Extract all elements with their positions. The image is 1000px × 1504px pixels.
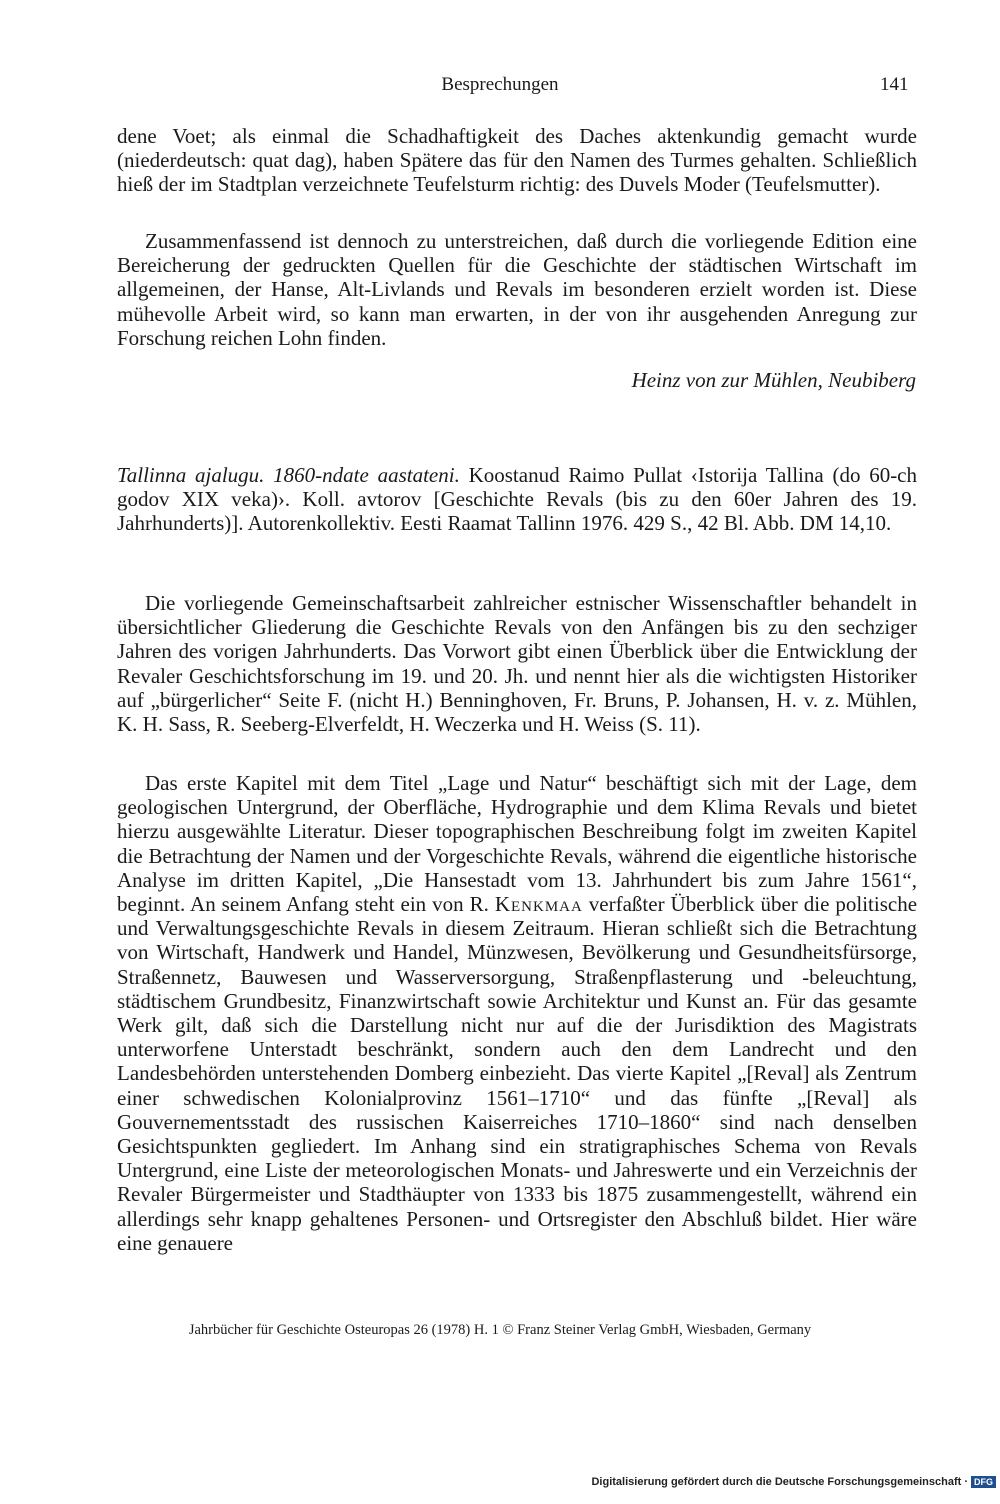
review-paragraph-2-part-a: Das erste Kapitel mit dem Titel „Lage und Natur“ beschäftigt sich mit der Lage, dem geologischen Untergrund, der Oberfläche, Hydrographie und dem Klima Revals und bietet hierzu ausgewählte Literatur. Dieser topographischen Beschreibung folgt im zweiten Kapitel die Betrachtung der Namen und der Vorgeschichte Revals, während die eigentliche historische Analyse im dritten Kapitel, „Die Hansestadt vom 13. Jahrhundert bis zum Jahre 1561“, beginnt. An seinem Anfang steht ein von R. (117, 771, 917, 917)
review-paragraph-1: Die vorliegende Gemeinschaftsarbeit zahlreicher estnischer Wissenschaftler behandelt in übersichtlicher Gliederung die Geschichte Revals von den Anfängen bis zu den sechziger Jahren des vorigen Jahrhunderts. Das Vorwort gibt einen Überblick über die Entwicklung der Revaler Geschichtsforschung im 19. und 20. Jh. und nennt hier als die wichtigsten Historiker auf „bürgerlicher“ Seite F. (nicht H.) Benninghoven, Fr. Bruns, P. Johansen, H. v. z. Mühlen, K. H. Sass, R. Seeberg-Elverfeldt, H. Weczerka und H. Weiss (S. 11). (117, 591, 917, 737)
review-continuation-paragraph: dene Voet; als einmal die Schadhaftigkeit des Daches aktenkundig gemacht wurde (niederdeutsch: quat dag), haben Spätere das für den Namen des Turmes gehalten. Schließlich hieß der im Stadtplan verzeichnete Teufelsturm richtig: des Duvels Moder (Teufelsmutter). (117, 124, 917, 197)
review-paragraph-2 (117, 771, 917, 1255)
book-citation-details: Koostanud Raimo Pullat ‹Istorija Tallina (do 60-ch godov XIX veka)›. Koll. avtorov [Geschichte Revals (bis zu den 60er Jahren des 19. Jahrhunderts)]. Autorenkollektiv. Eesti Raamat Tallinn 1976. 429 S., 42 Bl. Abb. DM 14,10. (117, 463, 918, 536)
review-summary-paragraph: Zusammenfassend ist dennoch zu unterstreichen, daß durch die vorliegende Edition eine Bereicherung der gedruckten Quellen für die Geschichte der städtischen Wirtschaft im allgemeinen, der Hanse, Alt-Livlands und Revals im besonderen erzielt worden ist. Diese mühevolle Arbeit wird, so kann man erwarten, in der von ihr ausgehenden Anregung zur Forschung reichen Lohn finden. (117, 229, 917, 350)
page-number: 141 (880, 74, 909, 95)
author-name-kenkmaa: Kenkmaa (494, 892, 583, 917)
book-title: Tallinna ajalugu. 1860-ndate aastateni. (117, 463, 460, 487)
dfg-footer (591, 1476, 996, 1488)
dfg-logo-icon: DFG (971, 1476, 996, 1488)
reviewer-signature: Heinz von zur Mühlen, Neubiberg (631, 368, 916, 392)
running-title: Besprechungen (441, 74, 559, 95)
dfg-funding-note: Digitalisierung gefördert durch die Deutsche Forschungsgemeinschaft · (591, 1476, 968, 1488)
book-citation (117, 463, 917, 536)
journal-footer: Jahrbücher für Geschichte Osteuropas 26 (1978) H. 1 © Franz Steiner Verlag GmbH, Wiesbaden, Germany (188, 1322, 812, 1338)
review-paragraph-2-part-b: verfaßter Überblick über die politische und Verwaltungsgeschichte Revals in diesem Zeitraum. Hieran schließt sich die Betrachtung von Wirtschaft, Handwerk und Handel, Münzwesen, Bevölkerung und Gesundheitsfürsorge, Straßennetz, Bauwesen und Wasserversorgung, Straßenpflasterung und -beleuchtung, städtischem Grundbesitz, Finanzwirtschaft sowie Architektur und Kunst an. Für das gesamte Werk gilt, daß sich die Darstellung nicht nur auf die der Jurisdiktion des Magistrats unterworfene Unterstadt beschränkt, sondern auch den dem Landrecht und den Landesbehörden unterstehenden Domberg einbezieht. Das vierte Kapitel „[Reval] als Zentrum einer schwedischen Kolonialprovinz 1561–1710“ und das fünfte „[Reval] als Gouvernementsstadt des russischen Kaiserreiches 1710–1860“ sind nach denselben Gesichtspunkten gegliedert. Im Anhang sind ein stratigraphisches Schema von Revals Untergrund, eine Liste der meteorologischen Monats- und Jahreswerte und ein Verzeichnis der Revaler Bürgermeister und Stadthäupter von 1333 bis 1875 zusammengestellt, während ein allerdings sehr knapp gehaltenes Personen- und Ortsregister den Abschluß bildet. Hier wäre eine genauere (117, 892, 918, 1255)
